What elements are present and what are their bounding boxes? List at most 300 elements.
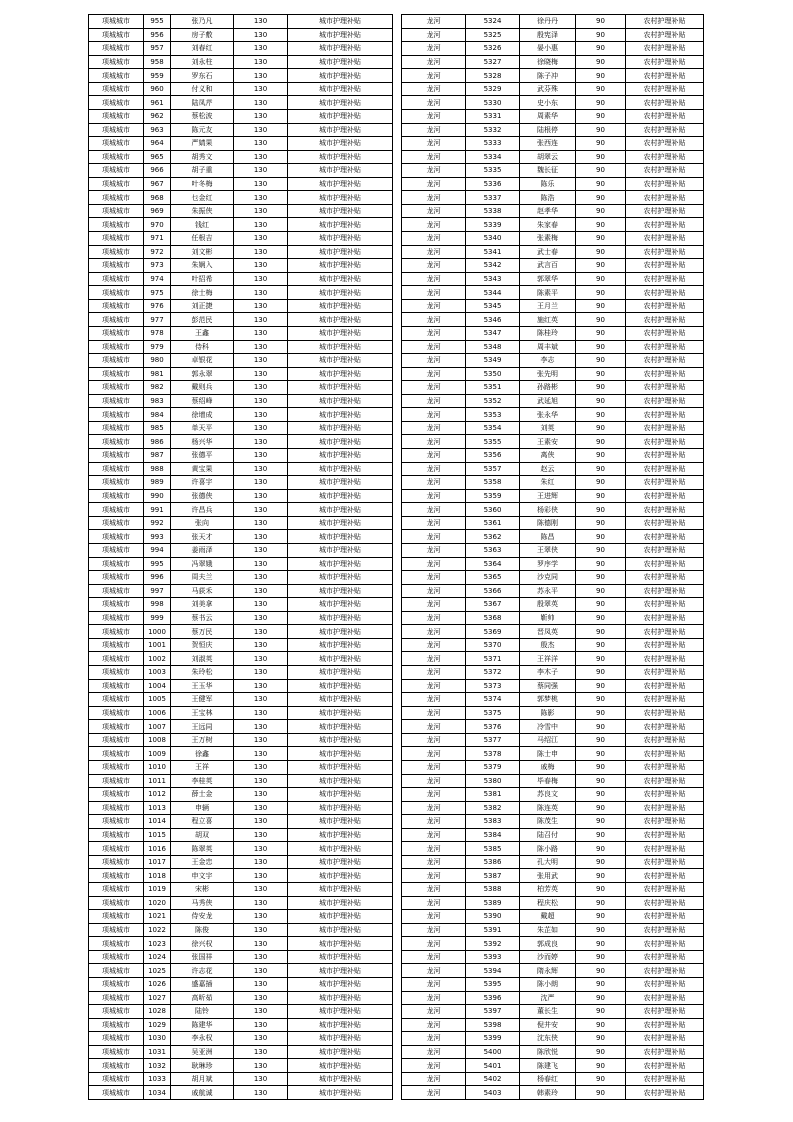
subsidy-type-cell: 城市护理补贴 (288, 760, 393, 774)
name-cell: 王万树 (171, 733, 234, 747)
subsidy-type-cell: 城市护理补贴 (288, 1059, 393, 1073)
amount-cell: 130 (234, 1018, 288, 1032)
table-row (402, 69, 704, 83)
region-cell: 项城城市 (89, 652, 144, 666)
table-row (89, 571, 393, 585)
name-cell: 彭范民 (171, 313, 234, 327)
amount-cell: 90 (576, 977, 626, 991)
amount-cell: 130 (234, 774, 288, 788)
subsidy-type-cell: 农村护理补贴 (626, 855, 704, 869)
subsidy-type-cell: 城市护理补贴 (288, 1072, 393, 1086)
amount-cell: 130 (234, 788, 288, 802)
table-row (89, 28, 393, 42)
table-row (89, 1005, 393, 1019)
amount-cell: 90 (576, 950, 626, 964)
region-cell: 龙河 (402, 828, 466, 842)
name-cell: 徐丹丹 (520, 15, 576, 29)
serial-number-cell: 5327 (466, 55, 520, 69)
subsidy-type-cell: 城市护理补贴 (288, 55, 393, 69)
region-cell: 项城城市 (89, 326, 144, 340)
region-cell: 龙河 (402, 340, 466, 354)
serial-number-cell: 1012 (144, 788, 171, 802)
region-cell: 项城城市 (89, 421, 144, 435)
name-cell: 靳帅 (520, 611, 576, 625)
amount-cell: 130 (234, 652, 288, 666)
serial-number-cell: 5402 (466, 1072, 520, 1086)
region-cell: 龙河 (402, 421, 466, 435)
name-cell: 朱家春 (520, 218, 576, 232)
table-row (89, 15, 393, 29)
subsidy-type-cell: 农村护理补贴 (626, 693, 704, 707)
amount-cell: 90 (576, 1032, 626, 1046)
serial-number-cell: 5375 (466, 706, 520, 720)
amount-cell: 90 (576, 910, 626, 924)
subsidy-type-cell: 城市护理补贴 (288, 638, 393, 652)
region-cell: 项城城市 (89, 381, 144, 395)
subsidy-type-cell: 城市护理补贴 (288, 720, 393, 734)
serial-number-cell: 969 (144, 204, 171, 218)
region-cell: 龙河 (402, 883, 466, 897)
table-row (402, 354, 704, 368)
name-cell: 杨兴华 (171, 435, 234, 449)
amount-cell: 130 (234, 1005, 288, 1019)
table-row (89, 991, 393, 1005)
name-cell: 严婧果 (171, 137, 234, 151)
serial-number-cell: 5393 (466, 950, 520, 964)
table-row (402, 326, 704, 340)
subsidy-type-cell: 城市护理补贴 (288, 340, 393, 354)
table-row (89, 1032, 393, 1046)
table-row (402, 883, 704, 897)
table-row (402, 598, 704, 612)
serial-number-cell: 994 (144, 543, 171, 557)
name-cell: 刘正捷 (171, 299, 234, 313)
table-row (402, 1059, 704, 1073)
serial-number-cell: 5376 (466, 720, 520, 734)
name-cell: 王远同 (171, 720, 234, 734)
name-cell: 冷雪中 (520, 720, 576, 734)
region-cell: 龙河 (402, 218, 466, 232)
serial-number-cell: 5354 (466, 421, 520, 435)
serial-number-cell: 964 (144, 137, 171, 151)
name-cell: 董长生 (520, 1005, 576, 1019)
table-row (402, 611, 704, 625)
region-cell: 龙河 (402, 950, 466, 964)
name-cell: 徐兴权 (171, 937, 234, 951)
table-row (89, 1045, 393, 1059)
name-cell: 杨春红 (520, 1072, 576, 1086)
region-cell: 项城城市 (89, 625, 144, 639)
subsidy-type-cell: 城市护理补贴 (288, 896, 393, 910)
amount-cell: 130 (234, 571, 288, 585)
serial-number-cell: 955 (144, 15, 171, 29)
amount-cell: 130 (234, 245, 288, 259)
subsidy-type-cell: 城市护理补贴 (288, 408, 393, 422)
name-cell: 王鑫 (171, 326, 234, 340)
table-row (402, 584, 704, 598)
amount-cell: 90 (576, 123, 626, 137)
name-cell: 张天才 (171, 530, 234, 544)
amount-cell: 130 (234, 923, 288, 937)
amount-cell: 90 (576, 869, 626, 883)
region-cell: 龙河 (402, 503, 466, 517)
name-cell: 刘美拿 (171, 598, 234, 612)
table-row (89, 788, 393, 802)
serial-number-cell: 5351 (466, 381, 520, 395)
name-cell: 刘文彬 (171, 245, 234, 259)
amount-cell: 130 (234, 96, 288, 110)
serial-number-cell: 5338 (466, 204, 520, 218)
name-cell: 胡双 (171, 828, 234, 842)
region-cell: 项城城市 (89, 1005, 144, 1019)
name-cell: 陈连英 (520, 801, 576, 815)
subsidy-type-cell: 农村护理补贴 (626, 259, 704, 273)
table-row (402, 1072, 704, 1086)
name-cell: 薛士金 (171, 788, 234, 802)
table-row (402, 706, 704, 720)
name-cell: 武芬殊 (520, 82, 576, 96)
region-cell: 项城城市 (89, 204, 144, 218)
name-cell: 陈茂生 (520, 815, 576, 829)
name-cell: 王翠侠 (520, 543, 576, 557)
table-row (89, 354, 393, 368)
subsidy-type-cell: 城市护理补贴 (288, 82, 393, 96)
serial-number-cell: 984 (144, 408, 171, 422)
subsidy-type-cell: 城市护理补贴 (288, 937, 393, 951)
subsidy-type-cell: 农村护理补贴 (626, 476, 704, 490)
region-cell: 龙河 (402, 679, 466, 693)
amount-cell: 90 (576, 855, 626, 869)
serial-number-cell: 5385 (466, 842, 520, 856)
region-cell: 龙河 (402, 1032, 466, 1046)
region-cell: 龙河 (402, 923, 466, 937)
subsidy-type-cell: 农村护理补贴 (626, 1045, 704, 1059)
name-cell: 陈俊 (171, 923, 234, 937)
region-cell: 项城城市 (89, 218, 144, 232)
table-row (402, 204, 704, 218)
subsidy-type-cell: 城市护理补贴 (288, 462, 393, 476)
table-row (402, 1018, 704, 1032)
serial-number-cell: 965 (144, 150, 171, 164)
amount-cell: 90 (576, 883, 626, 897)
serial-number-cell: 973 (144, 259, 171, 273)
serial-number-cell: 1018 (144, 869, 171, 883)
name-cell: 马绍江 (520, 733, 576, 747)
name-cell: 张德侠 (171, 489, 234, 503)
table-row (402, 625, 704, 639)
amount-cell: 130 (234, 28, 288, 42)
serial-number-cell: 1024 (144, 950, 171, 964)
name-cell: 徐鑫 (171, 747, 234, 761)
subsidy-type-cell: 农村护理补贴 (626, 1072, 704, 1086)
name-cell: 周丰斌 (520, 340, 576, 354)
amount-cell: 90 (576, 679, 626, 693)
amount-cell: 90 (576, 408, 626, 422)
amount-cell: 90 (576, 191, 626, 205)
amount-cell: 90 (576, 815, 626, 829)
amount-cell: 130 (234, 232, 288, 246)
amount-cell: 130 (234, 503, 288, 517)
amount-cell: 130 (234, 937, 288, 951)
table-row (402, 245, 704, 259)
serial-number-cell: 5403 (466, 1086, 520, 1100)
serial-number-cell: 1034 (144, 1086, 171, 1100)
name-cell: 陈士申 (520, 747, 576, 761)
serial-number-cell: 5388 (466, 883, 520, 897)
serial-number-cell: 5331 (466, 109, 520, 123)
table-row (402, 421, 704, 435)
left-subsidy-table (88, 14, 393, 1100)
subsidy-type-cell: 城市护理补贴 (288, 435, 393, 449)
amount-cell: 90 (576, 516, 626, 530)
region-cell: 项城城市 (89, 516, 144, 530)
serial-number-cell: 974 (144, 272, 171, 286)
subsidy-type-cell: 农村护理补贴 (626, 367, 704, 381)
region-cell: 项城城市 (89, 476, 144, 490)
subsidy-type-cell: 农村护理补贴 (626, 232, 704, 246)
table-row (89, 543, 393, 557)
subsidy-type-cell: 农村护理补贴 (626, 720, 704, 734)
name-cell: 郭翠华 (520, 272, 576, 286)
subsidy-type-cell: 农村护理补贴 (626, 815, 704, 829)
subsidy-type-cell: 城市护理补贴 (288, 815, 393, 829)
region-cell: 项城城市 (89, 991, 144, 1005)
serial-number-cell: 1000 (144, 625, 171, 639)
region-cell: 龙河 (402, 625, 466, 639)
amount-cell: 130 (234, 123, 288, 137)
amount-cell: 130 (234, 693, 288, 707)
amount-cell: 90 (576, 530, 626, 544)
table-row (402, 666, 704, 680)
name-cell: 陈昌 (520, 530, 576, 544)
table-row (402, 801, 704, 815)
amount-cell: 130 (234, 896, 288, 910)
name-cell: 隋永辉 (520, 964, 576, 978)
name-cell: 张西连 (520, 137, 576, 151)
region-cell: 龙河 (402, 42, 466, 56)
subsidy-type-cell: 城市护理补贴 (288, 204, 393, 218)
amount-cell: 130 (234, 204, 288, 218)
name-cell: 郭梦桃 (520, 693, 576, 707)
serial-number-cell: 5368 (466, 611, 520, 625)
subsidy-type-cell: 城市护理补贴 (288, 571, 393, 585)
name-cell: 徐晓梅 (520, 55, 576, 69)
table-row (402, 937, 704, 951)
region-cell: 龙河 (402, 354, 466, 368)
name-cell: 陈小路 (520, 842, 576, 856)
region-cell: 龙河 (402, 733, 466, 747)
table-row (402, 435, 704, 449)
serial-number-cell: 959 (144, 69, 171, 83)
region-cell: 龙河 (402, 693, 466, 707)
name-cell: 王素安 (520, 435, 576, 449)
amount-cell: 90 (576, 435, 626, 449)
table-row (89, 964, 393, 978)
amount-cell: 130 (234, 991, 288, 1005)
subsidy-type-cell: 城市护理补贴 (288, 543, 393, 557)
name-cell: 吴亚洲 (171, 1045, 234, 1059)
subsidy-type-cell: 城市护理补贴 (288, 516, 393, 530)
amount-cell: 130 (234, 530, 288, 544)
serial-number-cell: 985 (144, 421, 171, 435)
serial-number-cell: 5358 (466, 476, 520, 490)
region-cell: 项城城市 (89, 109, 144, 123)
table-row (89, 977, 393, 991)
serial-number-cell: 976 (144, 299, 171, 313)
name-cell: 王进辉 (520, 489, 576, 503)
region-cell: 龙河 (402, 720, 466, 734)
amount-cell: 130 (234, 679, 288, 693)
amount-cell: 90 (576, 476, 626, 490)
table-row (402, 842, 704, 856)
region-cell: 项城城市 (89, 1018, 144, 1032)
subsidy-type-cell: 城市护理补贴 (288, 964, 393, 978)
name-cell: 卓银花 (171, 354, 234, 368)
amount-cell: 130 (234, 42, 288, 56)
region-cell: 龙河 (402, 760, 466, 774)
serial-number-cell: 1022 (144, 923, 171, 937)
region-cell: 龙河 (402, 326, 466, 340)
table-row (89, 652, 393, 666)
name-cell: 柏芳英 (520, 883, 576, 897)
subsidy-type-cell: 农村护理补贴 (626, 340, 704, 354)
region-cell: 项城城市 (89, 245, 144, 259)
subsidy-type-cell: 城市护理补贴 (288, 449, 393, 463)
table-row (89, 150, 393, 164)
region-cell: 龙河 (402, 435, 466, 449)
table-row (402, 381, 704, 395)
serial-number-cell: 971 (144, 232, 171, 246)
subsidy-type-cell: 城市护理补贴 (288, 503, 393, 517)
table-row (89, 584, 393, 598)
subsidy-type-cell: 农村护理补贴 (626, 15, 704, 29)
table-row (402, 408, 704, 422)
table-row (402, 815, 704, 829)
region-cell: 龙河 (402, 557, 466, 571)
serial-number-cell: 1011 (144, 774, 171, 788)
name-cell: 蔡书云 (171, 611, 234, 625)
region-cell: 项城城市 (89, 28, 144, 42)
subsidy-type-cell: 农村护理补贴 (626, 299, 704, 313)
table-row (402, 543, 704, 557)
serial-number-cell: 1015 (144, 828, 171, 842)
table-row (89, 367, 393, 381)
name-cell: 刘淑英 (171, 652, 234, 666)
serial-number-cell: 981 (144, 367, 171, 381)
serial-number-cell: 5366 (466, 584, 520, 598)
region-cell: 项城城市 (89, 394, 144, 408)
amount-cell: 90 (576, 584, 626, 598)
subsidy-type-cell: 城市护理补贴 (288, 28, 393, 42)
serial-number-cell: 5330 (466, 96, 520, 110)
table-row (89, 313, 393, 327)
name-cell: 武士春 (520, 245, 576, 259)
amount-cell: 90 (576, 218, 626, 232)
amount-cell: 90 (576, 571, 626, 585)
table-row (89, 394, 393, 408)
serial-number-cell: 980 (144, 354, 171, 368)
name-cell: 乜金红 (171, 191, 234, 205)
amount-cell: 130 (234, 950, 288, 964)
serial-number-cell: 957 (144, 42, 171, 56)
amount-cell: 130 (234, 964, 288, 978)
name-cell: 陈建飞 (520, 1059, 576, 1073)
table-row (402, 232, 704, 246)
name-cell: 晋凤英 (520, 625, 576, 639)
name-cell: 钱红 (171, 218, 234, 232)
amount-cell: 130 (234, 394, 288, 408)
serial-number-cell: 5392 (466, 937, 520, 951)
region-cell: 项城城市 (89, 408, 144, 422)
table-row (89, 693, 393, 707)
table-row (89, 1059, 393, 1073)
name-cell: 叶招希 (171, 272, 234, 286)
serial-number-cell: 977 (144, 313, 171, 327)
serial-number-cell: 1013 (144, 801, 171, 815)
serial-number-cell: 5356 (466, 449, 520, 463)
serial-number-cell: 1019 (144, 883, 171, 897)
name-cell: 陈元友 (171, 123, 234, 137)
serial-number-cell: 5394 (466, 964, 520, 978)
region-cell: 龙河 (402, 788, 466, 802)
table-row (402, 652, 704, 666)
serial-number-cell: 5378 (466, 747, 520, 761)
table-row (402, 1086, 704, 1100)
serial-number-cell: 993 (144, 530, 171, 544)
table-row (89, 299, 393, 313)
subsidy-type-cell: 城市护理补贴 (288, 611, 393, 625)
name-cell: 离侠 (520, 449, 576, 463)
amount-cell: 130 (234, 191, 288, 205)
serial-number-cell: 5334 (466, 150, 520, 164)
subsidy-type-cell: 农村护理补贴 (626, 164, 704, 178)
serial-number-cell: 989 (144, 476, 171, 490)
region-cell: 项城城市 (89, 896, 144, 910)
region-cell: 龙河 (402, 286, 466, 300)
amount-cell: 130 (234, 883, 288, 897)
subsidy-type-cell: 城市护理补贴 (288, 218, 393, 232)
serial-number-cell: 1028 (144, 1005, 171, 1019)
region-cell: 项城城市 (89, 788, 144, 802)
table-row (89, 123, 393, 137)
subsidy-type-cell: 农村护理补贴 (626, 747, 704, 761)
table-row (89, 177, 393, 191)
table-row (89, 910, 393, 924)
amount-cell: 130 (234, 421, 288, 435)
table-row (402, 55, 704, 69)
table-row (89, 82, 393, 96)
name-cell: 耿琳珍 (171, 1059, 234, 1073)
amount-cell: 90 (576, 896, 626, 910)
name-cell: 罗东石 (171, 69, 234, 83)
amount-cell: 90 (576, 69, 626, 83)
name-cell: 张德平 (171, 449, 234, 463)
subsidy-type-cell: 城市护理补贴 (288, 232, 393, 246)
serial-number-cell: 5377 (466, 733, 520, 747)
serial-number-cell: 1029 (144, 1018, 171, 1032)
serial-number-cell: 997 (144, 584, 171, 598)
region-cell: 龙河 (402, 801, 466, 815)
subsidy-type-cell: 农村护理补贴 (626, 910, 704, 924)
region-cell: 龙河 (402, 815, 466, 829)
region-cell: 项城城市 (89, 977, 144, 991)
table-row (89, 245, 393, 259)
subsidy-type-cell: 城市护理补贴 (288, 381, 393, 395)
name-cell: 朱振侠 (171, 204, 234, 218)
subsidy-type-cell: 农村护理补贴 (626, 733, 704, 747)
serial-number-cell: 1020 (144, 896, 171, 910)
amount-cell: 90 (576, 96, 626, 110)
